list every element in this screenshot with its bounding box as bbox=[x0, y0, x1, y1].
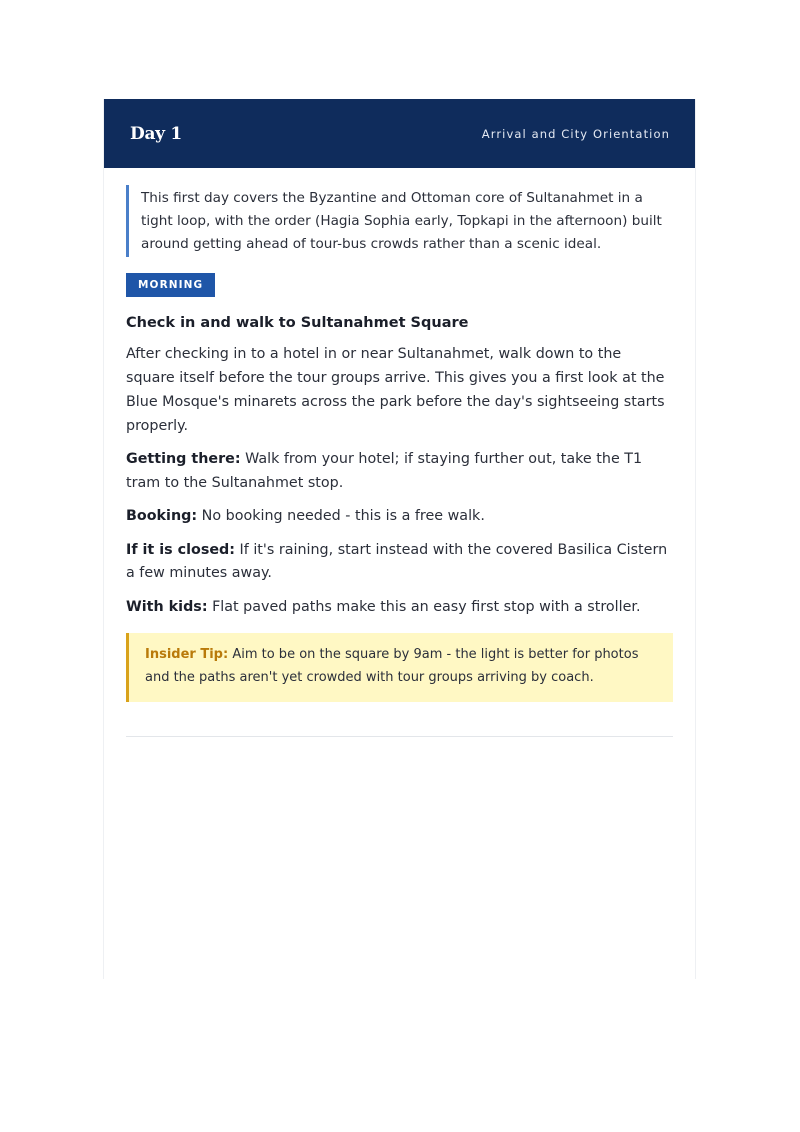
day-content bbox=[104, 168, 695, 737]
detail-booking bbox=[126, 505, 673, 529]
day-title: Day 1 bbox=[130, 123, 182, 144]
activity-description: After checking in to a hotel in or near Sultanahmet, walk down to the square itself before the tour groups arrive. This gives you a first look at the Blue Mosque's minarets across the park before the day's sightseeing starts properly. bbox=[126, 346, 665, 434]
day-header bbox=[104, 99, 695, 168]
detail-if-closed bbox=[126, 539, 673, 586]
detail-label: Getting there: bbox=[126, 451, 241, 467]
detail-text: Walk from your hotel; if staying further out, take the T1 tram to the Sultanahmet stop. bbox=[126, 451, 643, 491]
detail-label: Booking: bbox=[126, 508, 198, 524]
insider-tip-box bbox=[126, 633, 673, 702]
section-divider bbox=[126, 736, 673, 737]
itinerary-day-card bbox=[103, 99, 696, 979]
day-intro: This first day covers the Byzantine and Ottoman core of Sultanahmet in a tight loop, with the order (Hagia Sophia early, Topkapi in the afternoon) built around getting ahead of tour-bus crowds rather than a scenic ideal. bbox=[126, 185, 673, 257]
activity-title: Check in and walk to Sultanahmet Square bbox=[126, 315, 469, 331]
detail-text: If it's raining, start instead with the covered Basilica Cistern a few minutes away. bbox=[126, 541, 668, 581]
time-of-day-badge: MORNING bbox=[126, 273, 215, 297]
tip-text: Aim to be on the square by 9am - the light is better for photos and the paths aren't yet crowded with tour groups arriving by coach. bbox=[145, 647, 639, 685]
detail-getting-there bbox=[126, 448, 673, 495]
day-subtitle: Arrival and City Orientation bbox=[481, 126, 670, 141]
detail-label: If it is closed: bbox=[126, 541, 235, 558]
detail-text: No booking needed - this is a free walk. bbox=[201, 508, 485, 524]
card-fade bbox=[104, 719, 695, 979]
detail-with-kids bbox=[126, 596, 673, 620]
detail-label: With kids: bbox=[126, 598, 208, 615]
detail-text: Flat paved paths make this an easy first stop with a stroller. bbox=[212, 598, 641, 615]
tip-label: Insider Tip: bbox=[145, 647, 229, 662]
